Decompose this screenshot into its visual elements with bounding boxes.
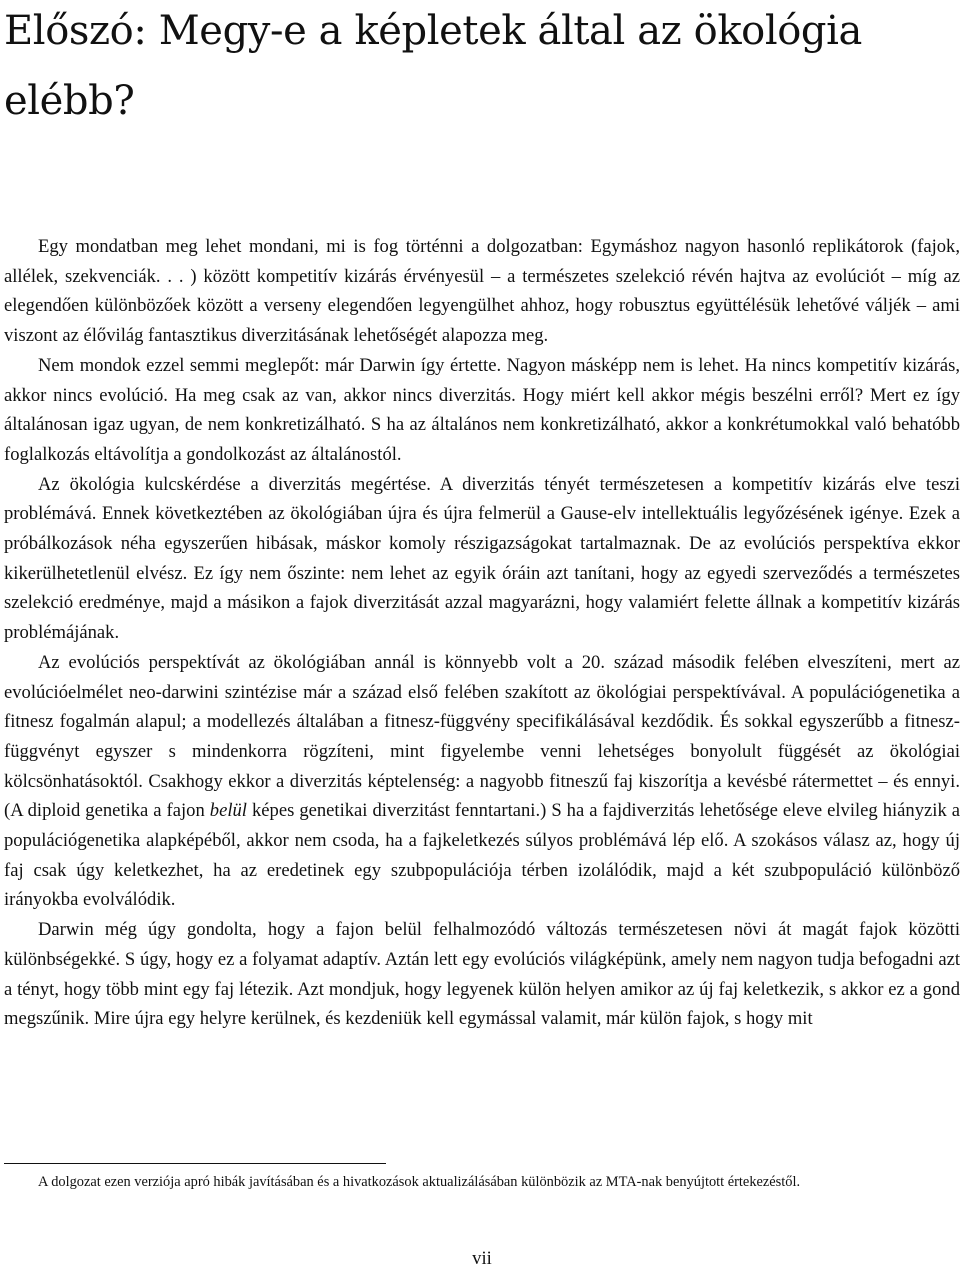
paragraph-2: Nem mondok ezzel semmi meglepőt: már Darwin így értette. Nagyon másképp nem is lehet. Ha nincs kompetitív kizárás, akkor nincs evolúció. Ha meg csak az van, akkor nincs diverzitás. Hogy miért kell akkor mégis beszélni erről? Mert ez így általánosan igaz ugyan, de nem konkretizálható. S ha az általános nem konkretizálható, akkor a konkrétumokkal való behatóbb foglalkozás eltávolítja a gondolkozást az általánostól. (4, 354, 960, 465)
paragraph-4-emphasis: belül (209, 800, 247, 822)
footnote-rule (4, 1163, 386, 1164)
page-number: vii (472, 1248, 492, 1269)
paragraph-3: Az ökológia kulcskérdése a diverzitás megértése. A diverzitás tényét természetesen a kompetitív kizárás elve teszi problémává. Ennek következtében az ökológiában újra és újra felmerül a Gause-elv intellektuális legyőzésének igénye. Ezek a próbálkozások néha egyszerűen hibásak, máskor komoly részigazságokat tartalmaznak. De az evolúciós perspektíva ekkor kikerülhetetlenül elvész. Ez így nem őszinte: nem lehet az egyik óráin azt tanítani, hogy az egyedi szerveződés a természetes szelekció eredménye, majd a másikon a fajok diverzitását azzal magyarázni, hogy valamiért felette állnak a kompetitív kizárás problémájának. (4, 473, 960, 644)
paragraph-4-part-2: képes genetikai diverzitást fenntartani.) S ha a fajdiverzitás lehetősége eleve elvileg hiányzik a populációgenetika alapképéből, akkor nem csoda, ha a fajkeletkezés súlyos problémává lép elő. A szokásos válasz az, hogy új faj csak úgy keletkezhet, ha az eredetinek egy szubpopulációja térben izolálódik, majd a két szubpopuláció különböző irányokba evolválódik. (4, 800, 960, 911)
footnote: A dolgozat ezen verziója apró hibák javításában és a hivatkozások aktualizálásában különbözik az MTA-nak benyújtott értekezéstől. (38, 1174, 801, 1190)
paragraph-4-part-1: Az evolúciós perspektívát az ökológiában annál is könnyebb volt a 20. század második felében elveszíteni, mert az evolúcióelmélet neo-darwini szintézise már a század első felében szakított az ökológiai perspektívával. A populációgenetika a fitnesz fogalmán alapul; a modellezés általában a fitnesz-függvény specifikálásával kezdődik. És sokkal egyszerűbb a fitnesz-függvényt egyszer s mindenkorra rögzíteni, mint figyelembe venni lehetséges bonyolult függését az ökológiai kölcsönhatásoktól. Csakhogy ekkor a diverzitás képtelenség: a nagyobb fitneszű faj kiszorítja a kevésbé rátermettet – és ennyi. (A diploid genetika a fajon (4, 651, 960, 822)
body-text (4, 232, 960, 1034)
paragraph-1: Egy mondatban meg lehet mondani, mi is fog történni a dolgozatban: Egymáshoz nagyon hasonló replikátorok (fajok, allélek, szekvenciák. . . ) között kompetitív kizárás érvényesül – a természetes szelekció révén hajtva az evolúciót – míg az elegendően különbözőek között a verseny elegendően legyengülhet ahhoz, hogy robusztus együttélésük lehetővé váljék – ami viszont az élővilág fantasztikus diverzitásának lehetőségét alapozza meg. (4, 236, 960, 347)
chapter-title: Előszó: Megy-e a képletek által az ökológia elébb? (4, 8, 862, 124)
page (4, 0, 960, 1269)
paragraph-5: Darwin még úgy gondolta, hogy a fajon belül felhalmozódó változás természetesen növi át magát fajok közötti különbségekké. S úgy, hogy ez a folyamat adaptív. Aztán lett egy evolúciós világképünk, amely nem nagyon tudja befogadni azt a tényt, hogy több mint egy faj létezik. Azt mondjuk, hogy legyenek külön helyen amikor az új faj keletkezik, s akkor ez a gond megszűnik. Mire újra egy helyre kerülnek, és kezdeniük kell egymással valamit, már külön fajok, s hogy mit (4, 919, 960, 1030)
paragraph-4 (4, 648, 960, 915)
